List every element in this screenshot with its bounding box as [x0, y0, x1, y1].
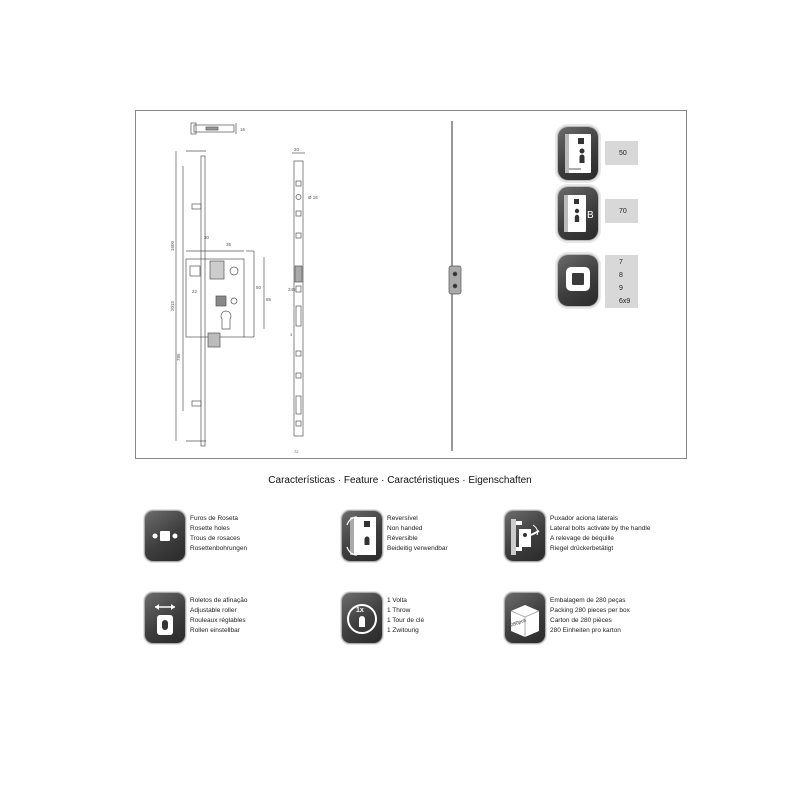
feature-line: Trous de rosaces — [190, 535, 240, 542]
dim-label: 35 — [226, 242, 232, 247]
dim-label: 50 — [256, 285, 262, 290]
adjustable-roller-icon — [145, 593, 185, 643]
feature-line: Packing 280 pieces per box — [550, 607, 630, 614]
dim-label: 785 — [176, 353, 181, 361]
feature-line: 1 Tour de clé — [387, 617, 425, 624]
spindle-size: 9 — [619, 285, 623, 292]
reversible-icon — [342, 511, 382, 561]
dim-label: 72 — [294, 449, 299, 454]
feature-line: Rosette holes — [190, 525, 230, 532]
backset-value — [605, 141, 638, 165]
feature-line: Riegel drückerbetätigt — [550, 545, 614, 552]
feature-line: 1 Throw — [387, 607, 411, 614]
spindle-size: 8 — [619, 272, 623, 279]
feature-line: Lateral bolts activate by the handle — [550, 525, 651, 532]
spec-value: 50 — [619, 149, 627, 157]
bolt-detail-drawing — [191, 123, 246, 134]
case-depth-icon — [558, 187, 598, 240]
feature-line: Adjustable roller — [190, 607, 237, 614]
rosette-holes-icon — [145, 511, 185, 561]
spec-value: 70 — [619, 207, 627, 215]
spindle-size: 7 — [619, 259, 623, 266]
lock-side-view-drawing — [170, 151, 272, 446]
feature-line: Embalagem de 280 peças — [550, 597, 626, 604]
feature-line: Rollen einstellbar — [190, 627, 240, 634]
spec-label: B — [587, 210, 594, 221]
dim-label: 30 — [204, 235, 210, 240]
dim-label: 16 — [240, 127, 246, 132]
dim-label: 22 — [192, 289, 198, 294]
dim-label: 1600 — [170, 240, 175, 251]
dim-label: Ø 16 — [308, 195, 318, 200]
feature-line: Reversível — [387, 515, 418, 522]
feature-line: Puxador aciona laterais — [550, 515, 618, 522]
feature-line: Réversible — [387, 535, 418, 542]
feature-line: Beideitig verwendbar — [387, 545, 448, 552]
feature-line: Furos de Roseta — [190, 515, 239, 522]
feature-line: 1 Volta — [387, 597, 407, 604]
feature-line: A relevage de béquille — [550, 535, 614, 542]
installed-rod-drawing — [449, 121, 461, 451]
features-heading: Características · Feature · Caractéristiques · Eigenschaften — [268, 475, 532, 486]
spindle-sizes — [605, 255, 638, 308]
box-packing-icon — [505, 593, 545, 643]
box-badge: 280pcs — [509, 617, 527, 629]
dim-label: 3 — [290, 332, 293, 337]
case-depth-value — [605, 199, 638, 223]
dim-label: 2015 — [170, 300, 175, 311]
dim-label: 20 — [294, 147, 300, 152]
square-spindle-icon — [558, 255, 598, 306]
lateral-bolts-icon — [505, 511, 545, 561]
dim-label: 85 — [266, 297, 272, 302]
feature-line: Non handed — [387, 525, 423, 532]
spindle-size: 6x9 — [619, 298, 631, 305]
feature-line: 280 Einheiten pro karton — [550, 627, 621, 634]
dim-label: 245 — [288, 287, 296, 292]
backset-icon — [558, 127, 598, 180]
feature-line: Roletos de afinação — [190, 597, 248, 604]
faceplate-front-view-drawing — [288, 147, 318, 454]
one-throw-icon — [342, 593, 382, 643]
throw-badge: 1x — [356, 607, 364, 614]
feature-line: Rosettenbohrungen — [190, 545, 248, 552]
feature-line: Rouleaux réglables — [190, 617, 246, 624]
feature-line: 1 Zwitourig — [387, 627, 419, 634]
feature-line: Carton de 280 pièces — [550, 617, 612, 624]
